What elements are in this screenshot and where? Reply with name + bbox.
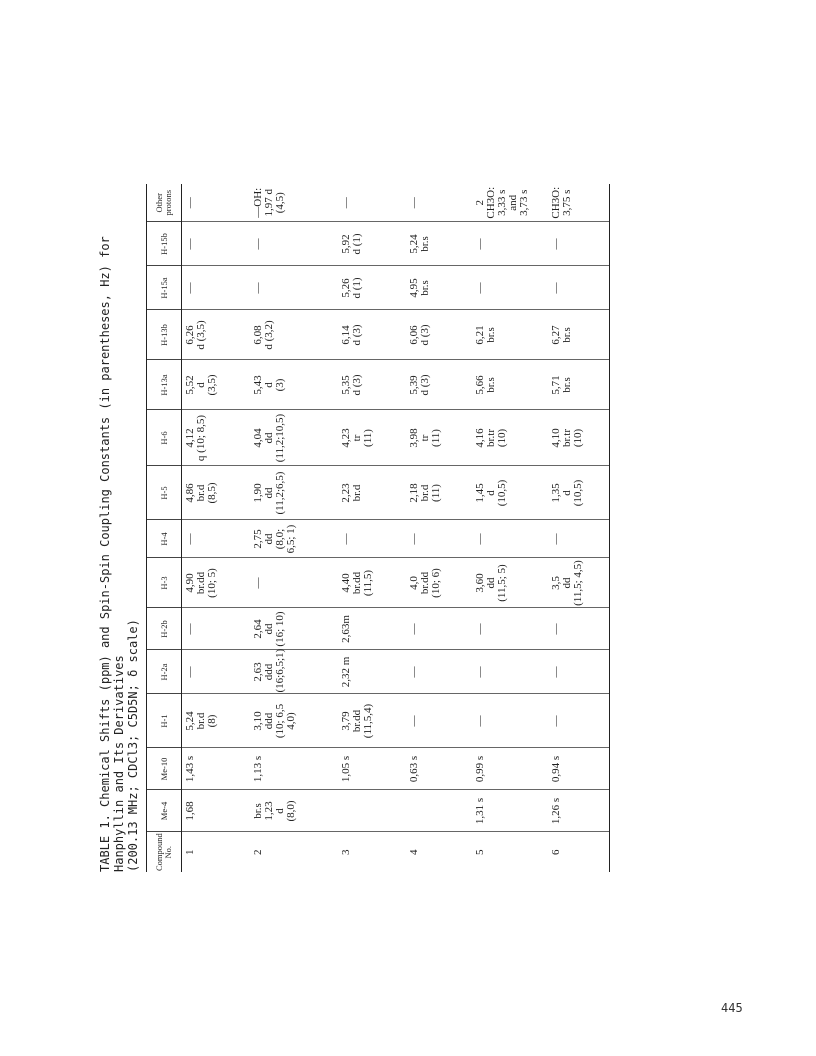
table-cell: 1,43 s [182, 748, 250, 790]
table-cell: 5,71 br.s [548, 360, 610, 410]
column-header: H-15a [147, 266, 182, 310]
table-cell: 2 CH3O: 3,33 s and 3,73 s [472, 184, 548, 222]
table-cell: 1,13 s [250, 748, 338, 790]
table-cell: 5,26 d (1) [338, 266, 406, 310]
table-cell: 3,5 dd (11,5; 4,5) [548, 558, 610, 608]
compound-number-cell: 6 [548, 832, 610, 872]
table-cell: 5,66 br.s [472, 360, 548, 410]
column-header: Compound No. [147, 832, 182, 872]
table-cell: — [548, 694, 610, 748]
table-cell: 1,26 s [548, 790, 610, 832]
compound-number-cell: 3 [339, 849, 352, 855]
caption-line-2: (200.13 MHz; CDCl3; C5D5N; δ scale) [126, 619, 140, 872]
table-cell: 1,05 s [338, 748, 406, 790]
table-cell: 5,24 br.s [406, 222, 472, 266]
table-cell: 4,16 br.tr (10) [472, 410, 548, 466]
table-cell: — [472, 694, 548, 748]
table-caption [98, 178, 140, 872]
table-cell: 2,75 dd (8,0; 6,5; 1) [250, 520, 338, 558]
table-row [182, 184, 250, 872]
table-cell: — [182, 266, 250, 310]
table-cell: — [406, 520, 472, 558]
column-header: H-13a [147, 360, 182, 410]
column-header: H-5 [147, 466, 182, 520]
table-cell: — [182, 222, 250, 266]
table-cell: 0,63 s [406, 748, 472, 790]
table-cell: — [472, 520, 548, 558]
column-header: H-2a [147, 650, 182, 694]
table-cell: — [472, 608, 548, 650]
table-cell: 1,35 d (10,5) [548, 466, 610, 520]
compound-number-cell: 1 [184, 849, 196, 855]
table-cell: 1,68 [182, 790, 250, 832]
rotated-table-block [98, 178, 718, 878]
table-cell: 2,63 ddd (16;6,5;1) [250, 650, 338, 694]
table-cell: 4,90 br.dd (10; 5) [182, 558, 250, 608]
table-cell: 5,92 d (1) [338, 222, 406, 266]
column-header: Other protons [147, 184, 182, 222]
table-cell: — [548, 608, 610, 650]
table-cell: — [406, 650, 472, 694]
table-cell: 4,95 br.s [406, 266, 472, 310]
table-cell: 4,04 dd (11,2;10,5) [250, 410, 338, 466]
table-cell: — [406, 184, 472, 222]
table-cell: 0,99 s [472, 748, 548, 790]
column-header: H-4 [147, 520, 182, 558]
table-cell: 2,32 m [338, 650, 406, 694]
table-cell: 4,0 br.dd (10; 6) [406, 558, 472, 608]
table-cell: — [250, 558, 338, 608]
table-row [250, 184, 338, 872]
table-cell: br.s 1,23 d (8,0) [250, 790, 338, 832]
table-cell: CH3O: 3,75 s [548, 184, 610, 222]
column-header: Me-4 [147, 790, 182, 832]
table-cell: — [250, 222, 338, 266]
table-cell: 0,94 s [548, 748, 610, 790]
table-cell: 5,35 d (3) [338, 360, 406, 410]
compound-number-cell: 4 [407, 849, 420, 855]
table-cell: —OH: 1,97 d (4,5) [250, 184, 338, 222]
column-header: H-6 [147, 410, 182, 466]
table-cell: 1,45 d (10,5) [472, 466, 548, 520]
table-cell: 6,06 d (3) [406, 310, 472, 360]
table-cell: — [548, 266, 610, 310]
table-cell: 4,23 tr (11) [338, 410, 406, 466]
compound-number-cell: 5 [473, 849, 486, 855]
table-cell: — [472, 266, 548, 310]
table-cell: 2,23 br.d [338, 466, 406, 520]
table-cell: 3,10 ddd (10; 6,5 4,0) [250, 694, 338, 748]
table-cell: — [182, 608, 250, 650]
table-cell: 5,52 d (3,5) [182, 360, 250, 410]
column-header: H-13b [147, 310, 182, 360]
table-cell: 6,26 d (3,5) [182, 310, 250, 360]
table-header-row [147, 184, 182, 872]
table-cell: — [338, 184, 406, 222]
table-cell: 1,31 s [472, 790, 548, 832]
table-cell: 2,63m [338, 608, 406, 650]
table-cell: — [406, 608, 472, 650]
table-cell: — [548, 222, 610, 266]
table-cell: 6,14 d (3) [338, 310, 406, 360]
table-row [338, 184, 406, 872]
table-cell: — [548, 650, 610, 694]
table-cell: 6,08 d (3,2) [250, 310, 338, 360]
table-row [472, 184, 548, 872]
compound-number-cell: 2 [251, 849, 264, 855]
table-cell: 3,79 br.dd (11,5,4) [338, 694, 406, 748]
table-cell: 5,43 d (3) [250, 360, 338, 410]
table-cell: 6,27 br.s [548, 310, 610, 360]
table-cell: 2,64 dd (16; 10) [250, 608, 338, 650]
page-number: 445 [721, 1001, 743, 1015]
table-cell: — [548, 520, 610, 558]
table-body [182, 184, 610, 872]
table-cell: — [472, 222, 548, 266]
table-cell: — [182, 520, 250, 558]
caption-line-1: TABLE 1. Chemical Shifts (ppm) and Spin-Spin Coupling Constants (in parentheses, Hz) for Hanphyllin and Its Derivatives [98, 236, 126, 872]
table-cell: — [406, 694, 472, 748]
table-cell: 1,90 dd (11,2;6,5) [250, 466, 338, 520]
table-cell: — [472, 650, 548, 694]
column-header: H-1 [147, 694, 182, 748]
table-cell: 3,98 tr (11) [406, 410, 472, 466]
column-header: H-3 [147, 558, 182, 608]
table-cell: 5,39 d (3) [406, 360, 472, 410]
table-cell: 3,60 dd (11,5; 5) [472, 558, 548, 608]
table-cell: 4,12 q (10; 8,5) [182, 410, 250, 466]
column-header: H-15b [147, 222, 182, 266]
table-cell: 5,24 br.d (8) [182, 694, 250, 748]
table-cell: 4,10 br.tr (10) [548, 410, 610, 466]
table-cell [406, 790, 472, 832]
table-cell: — [338, 520, 406, 558]
table-cell: 6,21 br.s [472, 310, 548, 360]
table-cell: 4,40 br.dd (11,5) [338, 558, 406, 608]
table-cell: 4,86 br.d (8,5) [182, 466, 250, 520]
table-cell: — [182, 184, 250, 222]
table-cell [338, 790, 406, 832]
table-row [548, 184, 610, 872]
column-header: Me-10 [147, 748, 182, 790]
table-cell: — [250, 266, 338, 310]
table-cell: 2,18 br.d (11) [406, 466, 472, 520]
nmr-data-table [146, 184, 610, 872]
table-cell: — [182, 650, 250, 694]
table-row [406, 184, 472, 872]
column-header: H-2b [147, 608, 182, 650]
